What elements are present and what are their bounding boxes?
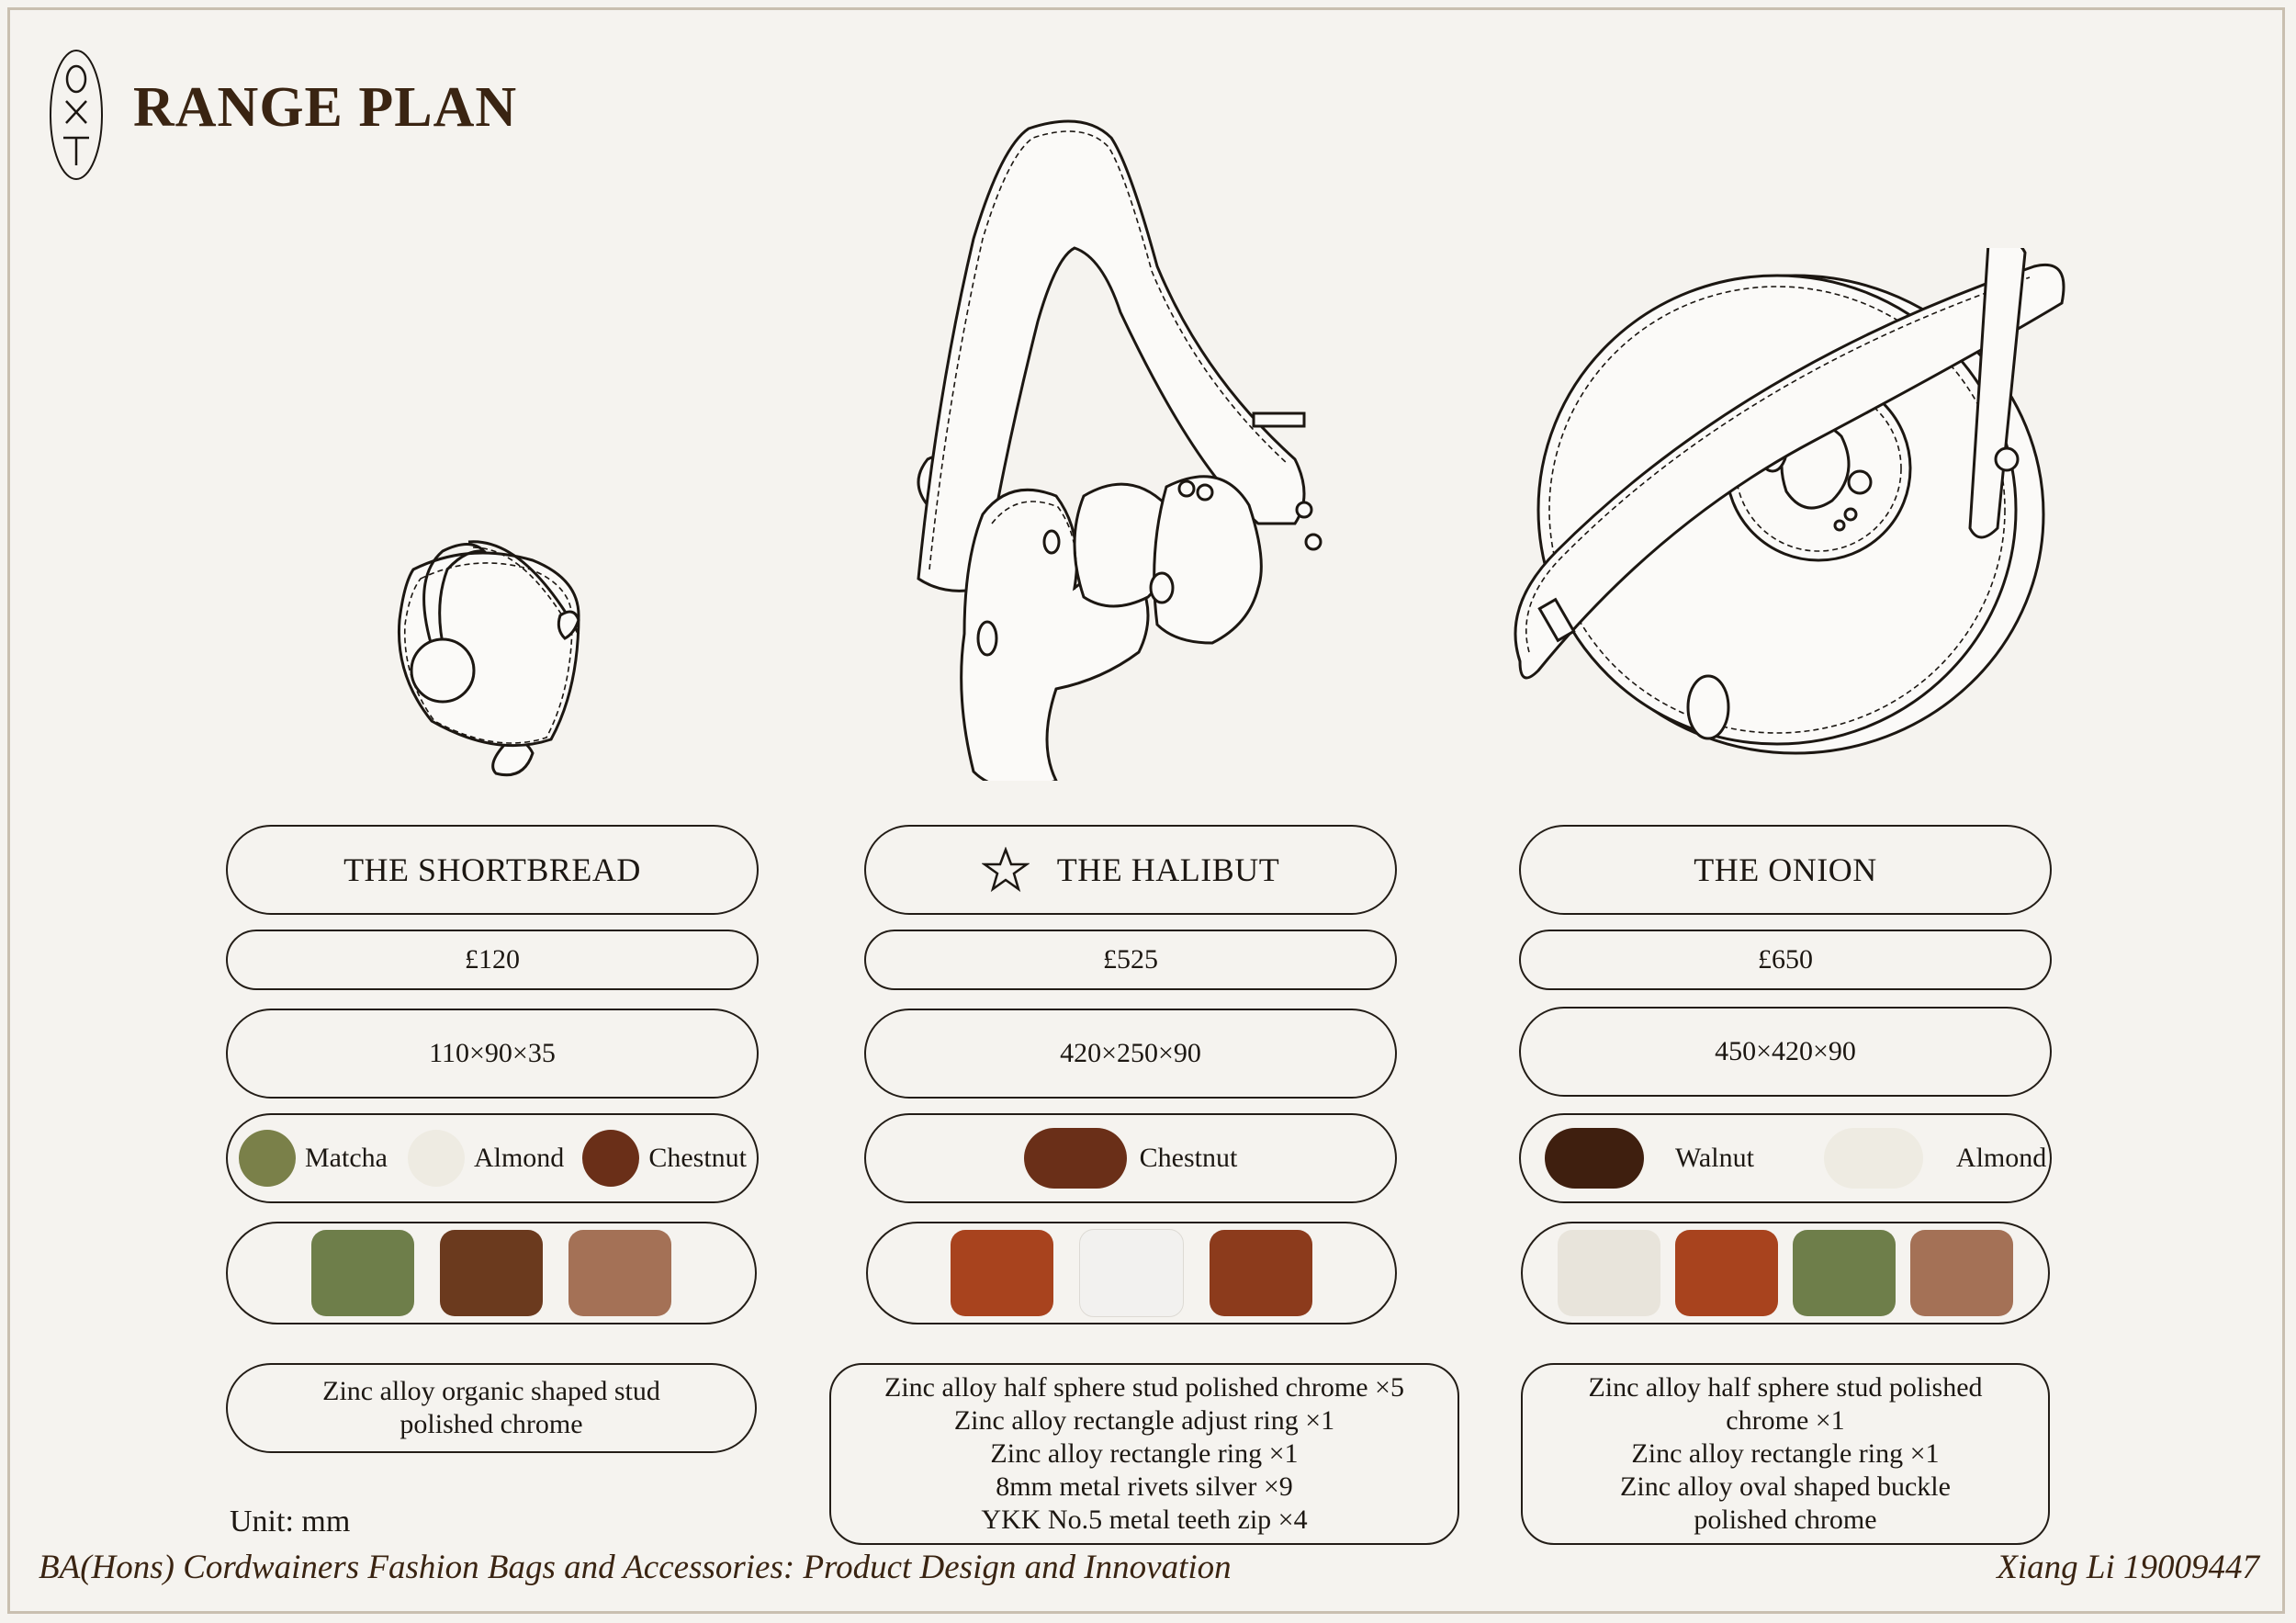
colorway-label: Chestnut [1139,1143,1238,1173]
star-icon [982,847,1030,893]
colorway-label: Matcha [305,1143,388,1173]
price-onion [1519,930,2052,990]
material-swatch [568,1230,671,1316]
dimensions-onion [1519,1007,2052,1097]
product-name-onion [1519,825,2052,915]
product-name-label: THE SHORTBREAD [343,851,641,888]
colorway-swatch-almond [408,1130,465,1187]
colorways-halibut [864,1113,1397,1203]
hardware-line: Zinc alloy rectangle ring ×1 [990,1438,1299,1469]
shortbread-bag-illustration [377,496,625,790]
hardware-line: polished chrome [1694,1505,1877,1535]
hardware-onion [1521,1363,2050,1545]
material-swatch [1210,1230,1312,1316]
dimensions-label: 450×420×90 [1715,1036,1856,1066]
product-name-label: THE HALIBUT [1056,851,1280,888]
price-halibut [864,930,1397,990]
material-swatch [1558,1230,1660,1316]
hardware-line: Zinc alloy oval shaped buckle [1620,1471,1951,1502]
price-label: £525 [1103,944,1158,975]
material-swatch [1675,1230,1778,1316]
unit-note: Unit: mm [230,1505,351,1538]
colorway-label: Almond [473,1143,565,1173]
material-swatch [951,1230,1053,1316]
material-swatch [440,1230,543,1316]
price-shortbread [226,930,759,990]
footer-author: Xiang Li 19009447 [1997,1549,2259,1586]
hardware-line: Zinc alloy half sphere stud polished [1588,1372,1983,1403]
material-swatch [1910,1230,2013,1316]
dimensions-shortbread [226,1009,759,1099]
price-label: £650 [1758,944,1813,975]
hardware-line: Zinc alloy rectangle adjust ring ×1 [953,1405,1335,1436]
hardware-line: Zinc alloy rectangle ring ×1 [1631,1438,1940,1469]
colorway-label: Chestnut [648,1143,747,1173]
material-swatch [1079,1229,1184,1317]
colorway-label: Walnut [1675,1143,1754,1173]
material-swatch [1793,1230,1896,1316]
material-swatch [311,1230,414,1316]
oxt-monogram-logo [48,48,105,182]
colorways-onion [1519,1113,2052,1203]
hardware-line: Zinc alloy organic shaped stud [322,1376,660,1406]
colorways-shortbread [226,1113,759,1203]
materials-shortbread [226,1222,757,1324]
materials-halibut [866,1222,1397,1324]
footer-course: BA(Hons) Cordwainers Fashion Bags and Accessories: Product Design and Innovation [39,1549,1232,1586]
dimensions-label: 110×90×35 [429,1038,556,1068]
colorway-swatch-chestnut [582,1130,639,1187]
dimensions-label: 420×250×90 [1060,1038,1201,1068]
hardware-line: 8mm metal rivets silver ×9 [996,1471,1293,1502]
halibut-bag-illustration [900,64,1378,781]
product-name-label: THE ONION [1694,851,1877,888]
page-title: RANGE PLAN [133,76,518,139]
colorway-swatch-almond [1824,1128,1923,1189]
product-name-halibut [864,825,1397,915]
hardware-line: polished chrome [400,1409,583,1439]
hardware-halibut [829,1363,1459,1545]
colorway-swatch-matcha [239,1130,296,1187]
colorway-swatch-walnut [1545,1128,1644,1189]
onion-bag-illustration [1492,248,2080,799]
price-label: £120 [465,944,520,975]
hardware-line: chrome ×1 [1726,1405,1845,1436]
hardware-line: Zinc alloy half sphere stud polished chrome ×5 [884,1372,1404,1403]
dimensions-halibut [864,1009,1397,1099]
colorway-swatch-chestnut [1024,1128,1127,1189]
hardware-line: YKK No.5 metal teeth zip ×4 [981,1505,1308,1535]
hardware-shortbread [226,1363,757,1453]
materials-onion [1521,1222,2050,1324]
colorway-label: Almond [1955,1143,2047,1173]
product-name-shortbread [226,825,759,915]
